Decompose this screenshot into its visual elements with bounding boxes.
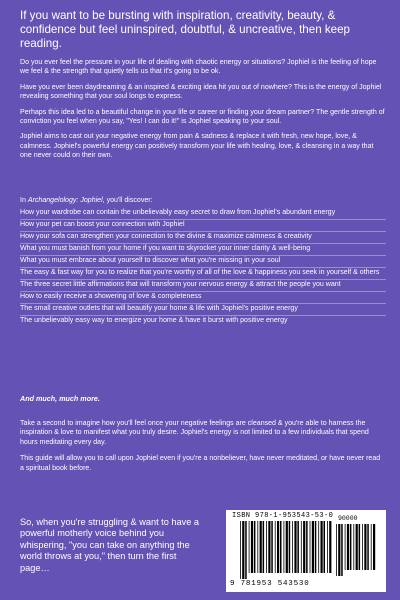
barcode-bar	[359, 524, 361, 570]
barcode-bar	[364, 524, 366, 570]
divider	[20, 219, 386, 220]
closing-section	[20, 419, 386, 480]
barcode-bar	[345, 524, 346, 570]
divider	[20, 279, 386, 280]
barcode-bar	[297, 521, 299, 573]
barcode-bar	[303, 521, 305, 573]
barcode-bar	[362, 524, 363, 570]
divider	[20, 231, 386, 232]
list-item-text: How your sofa can strengthen your connection to the divine & maximize calmness & creativity	[20, 233, 312, 241]
barcode-bar	[329, 521, 331, 573]
more-note: And much, much more.	[20, 394, 100, 403]
book-title: Archangelology: Jophiel	[27, 197, 103, 204]
list-item	[20, 244, 386, 253]
divider	[20, 291, 386, 292]
barcode-bar	[327, 521, 328, 573]
barcode-bar	[338, 524, 340, 576]
isbn-barcode	[226, 510, 386, 592]
intro-section	[20, 58, 386, 167]
barcode-bar	[254, 521, 256, 573]
addon-code: 90000	[338, 515, 358, 522]
final-call-to-action: So, when you're struggling & want to have a powerful motherly voice behind you whispering, "you can take on anything the world throws at you," then turn the first page…	[20, 517, 199, 573]
barcode-bar	[268, 521, 270, 573]
intro-paragraph: Have you ever been daydreaming & an inspired & exciting idea hit you out of nowhere? This is the energy of Jophiel revealing something that your soul longs to express.	[20, 83, 382, 101]
barcode-bar	[251, 521, 253, 573]
barcode-bar	[306, 521, 308, 573]
intro-paragraph: Jophiel aims to cast out your negative energy from pain & sadness & replace it with fresh, new hope, love, & calmness. Jophiel's powerful energy can positively transform your life with healing, love, & cleansing in a way that one never could on their own.	[20, 133, 374, 160]
divider	[20, 267, 386, 268]
list-item-text: The easy & fast way for you to realize that you're worthy of all of the love & happiness you seek in yourself & others	[20, 269, 380, 277]
barcode-bar	[257, 521, 258, 573]
barcode-bar	[310, 521, 311, 573]
list-item-text: The small creative outlets that will beautify your home & life with Jophiel's positive energy	[20, 305, 298, 313]
ean-digits: 9 781953 543530	[230, 580, 310, 588]
list-item-text: What you must embrace about yourself to discover what you're missing in your soul	[20, 257, 281, 265]
list-item	[20, 304, 386, 313]
barcode-bar	[312, 521, 314, 573]
divider	[20, 255, 386, 256]
barcode-bar	[284, 521, 285, 573]
intro-paragraph: Do you ever feel the pressure in your life of dealing with chaotic energy or situations? Jophiel is the feeling of hope we feel & the strength that quietly tells us that it's going to be ok.	[20, 59, 377, 76]
barcode-bar	[275, 521, 276, 573]
discover-lead	[20, 196, 386, 205]
list-item	[20, 220, 386, 229]
barcode-bar	[245, 521, 247, 579]
barcode-bar	[266, 521, 267, 573]
list-item-text: How your wardrobe can contain the unbelievably easy secret to draw from Jophiel's abundant energy	[20, 209, 336, 217]
list-item	[20, 232, 386, 241]
closing-paragraph: Take a second to imagine how you'll feel once your negative feelings are cleansed & you're able to harness the inspiration & love to manifest what you truly desire. Jophiel's energy is not limited to a few individuals that spend hours meditating every day.	[20, 420, 369, 446]
list-item	[20, 280, 386, 289]
lead-prefix: In	[20, 197, 28, 204]
ean-barcode-bars	[240, 521, 332, 579]
barcode-bar	[353, 524, 354, 570]
list-item	[20, 316, 386, 325]
barcode-bar	[271, 521, 273, 573]
barcode-bar	[321, 521, 323, 573]
isbn-label: ISBN 978-1-953543-53-0	[232, 512, 334, 520]
closing-paragraph: This guide will allow you to call upon Jophiel even if you're a nonbeliever, have never meditated, or have never read a spiritual book before.	[20, 455, 381, 472]
divider	[20, 315, 386, 316]
divider	[20, 243, 386, 244]
barcode-bar	[371, 524, 372, 570]
list-item-text: What you must banish from your home if you want to skyrocket your inner clarity & well-being	[20, 245, 311, 253]
list-item	[20, 256, 386, 265]
barcode-bar	[356, 524, 358, 570]
list-item	[20, 208, 386, 217]
barcode-bar	[336, 524, 337, 576]
discover-section	[20, 196, 386, 328]
barcode-bar	[347, 524, 349, 570]
barcode-bar	[318, 521, 319, 573]
addon-barcode-bars	[336, 524, 376, 576]
list-item-text: The three secret little affirmations that will transform your nervous energy & attract the people you want	[20, 281, 341, 289]
lead-suffix: , you'll discover:	[102, 197, 153, 204]
headline: If you want to be bursting with inspiration, creativity, beauty, & confidence but feel uninspired, doubtful, & uncreative, then keep reading.	[20, 9, 351, 50]
discover-list	[20, 208, 386, 325]
barcode-bar	[373, 524, 375, 570]
barcode-bar	[280, 521, 282, 573]
list-item	[20, 292, 386, 301]
list-item-text: How your pet can boost your connection with Jophiel	[20, 221, 185, 229]
barcode-bar	[260, 521, 262, 573]
barcode-bar	[324, 521, 326, 573]
list-item-text: The unbelievably easy way to energize your home & have it burst with positive energy	[20, 317, 288, 325]
barcode-bar	[350, 524, 352, 570]
barcode-bar	[286, 521, 288, 573]
divider	[20, 303, 386, 304]
barcode-bar	[289, 521, 291, 573]
barcode-bar	[294, 521, 296, 573]
barcode-bar	[240, 521, 241, 579]
intro-paragraph: Perhaps this idea led to a beautiful change in your life or career or finding your dream partner? The gentle strength of conviction you feel when you say, "Yes! I can do it!" is Jophiel speaking to your soul.	[20, 108, 385, 126]
barcode-bar	[367, 524, 369, 570]
barcode-bar	[277, 521, 279, 573]
barcode-bar	[263, 521, 265, 573]
barcode-bar	[292, 521, 293, 573]
barcode-bar	[341, 524, 343, 576]
barcode-bar	[249, 521, 250, 573]
barcode-bar	[301, 521, 302, 573]
barcode-bar	[315, 521, 317, 573]
list-item	[20, 268, 386, 277]
barcode-bar	[242, 521, 244, 579]
list-item-text: How to easily receive a showering of love & completeness	[20, 293, 202, 301]
